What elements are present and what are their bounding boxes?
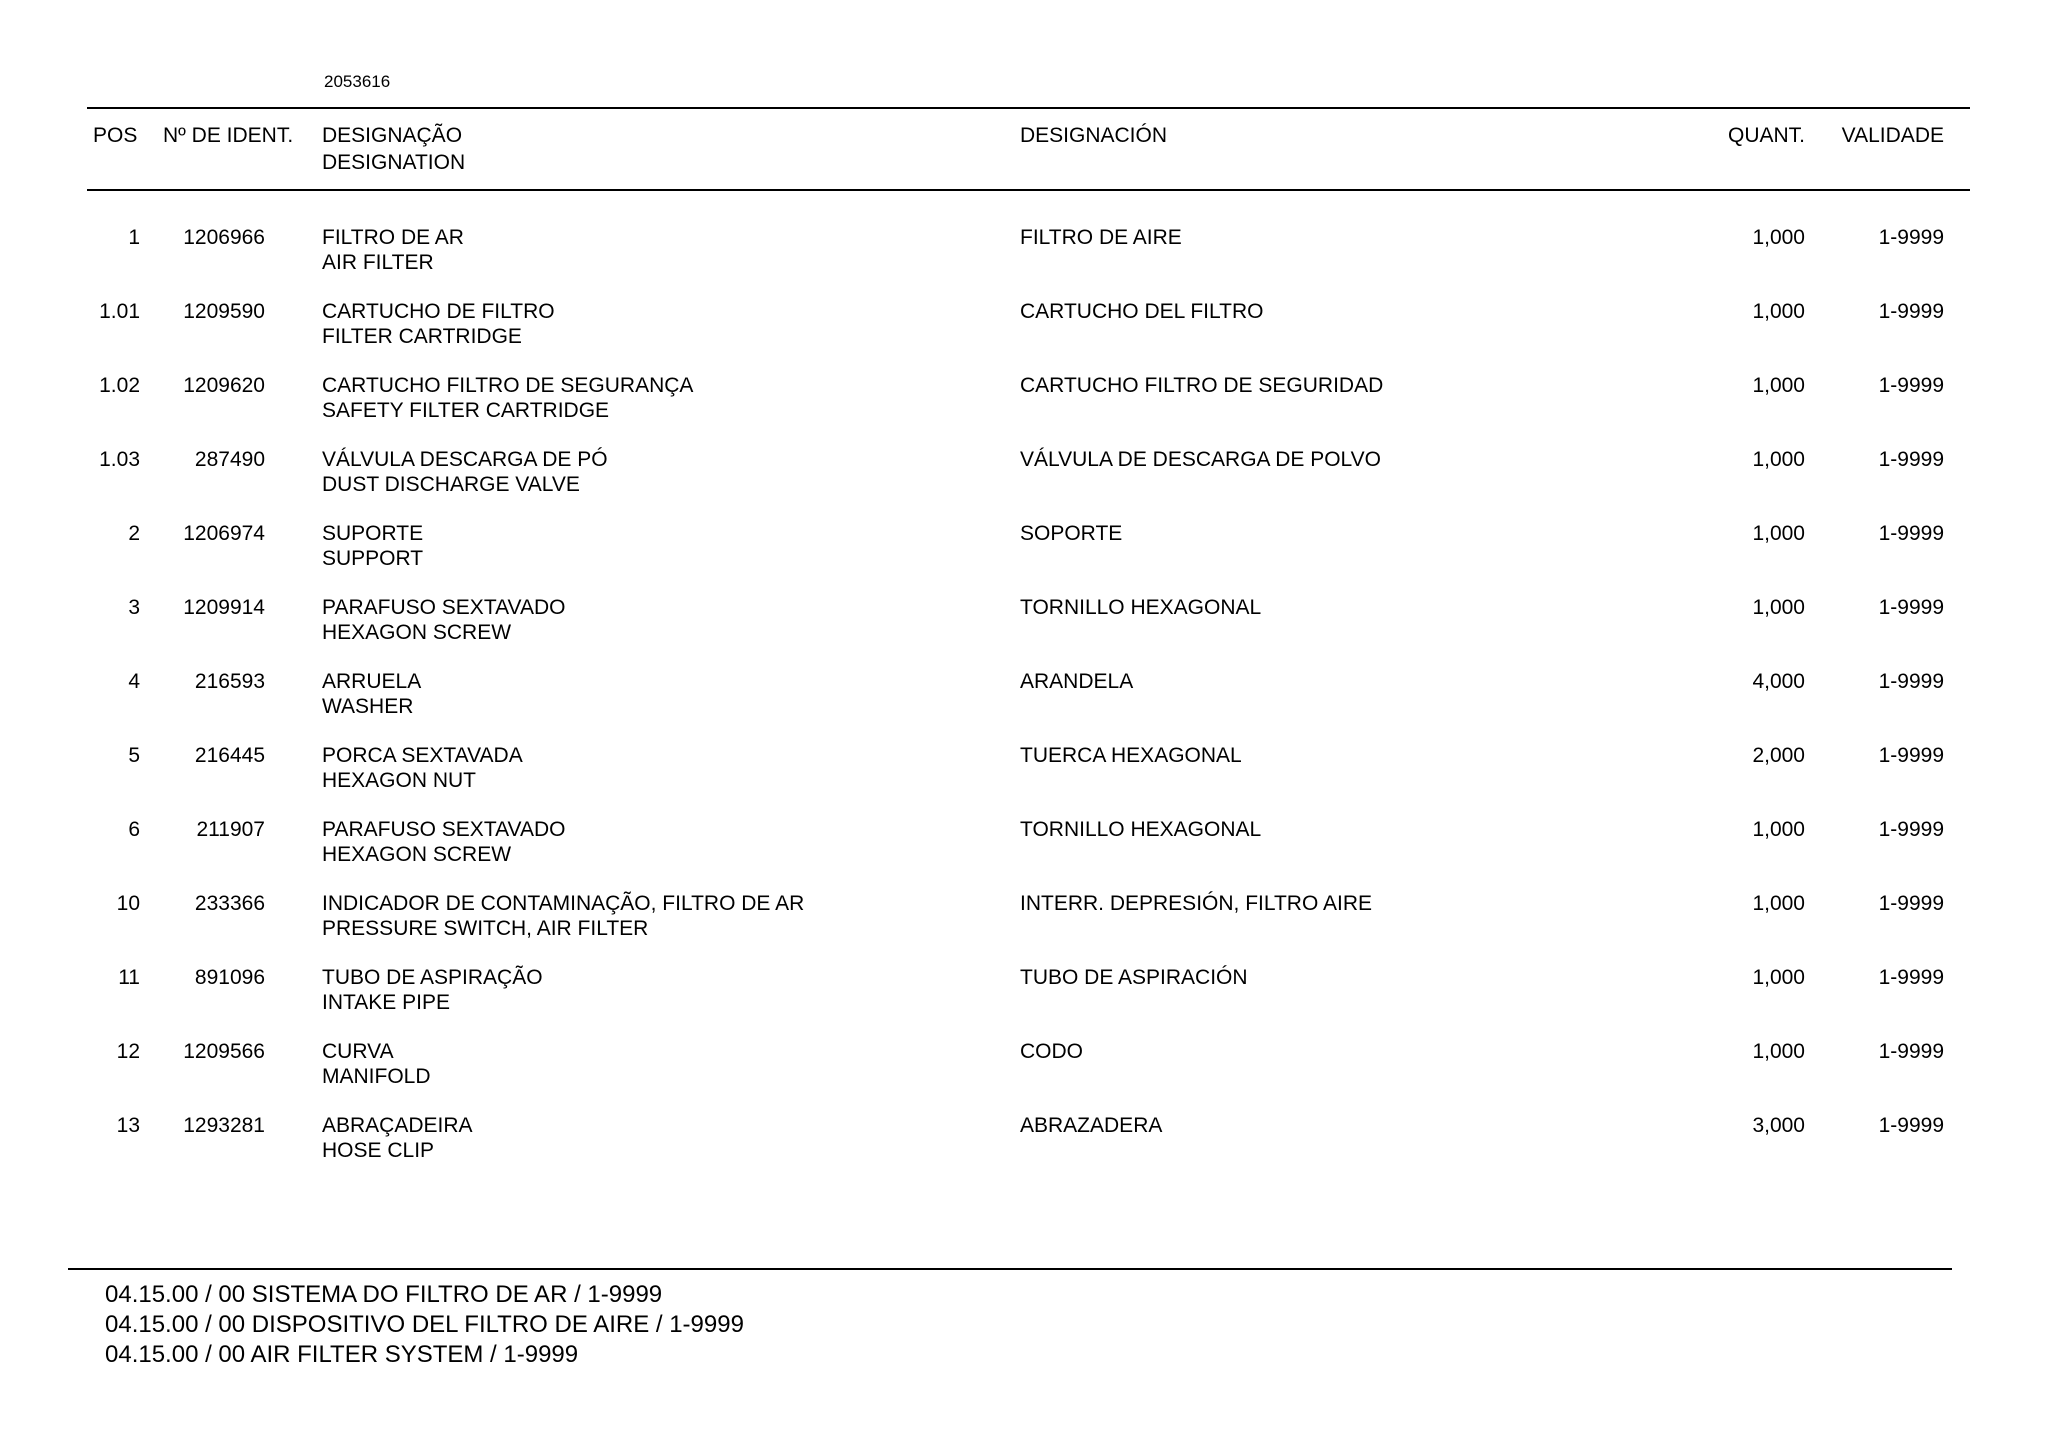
quantity-cell <box>1650 447 1805 472</box>
ident-cell <box>150 1113 265 1138</box>
designation-es-es: INTERR. DEPRESIÓN, FILTRO AIRE <box>1020 892 1372 915</box>
designation-pt-en-en: HOSE CLIP <box>322 1139 435 1162</box>
quantity-cell <box>1650 225 1805 250</box>
footer-rule <box>68 1268 1952 1270</box>
designation-pt-en-pt: ARRUELA <box>322 670 422 693</box>
designation-pt-en-pt: PORCA SEXTAVADA <box>322 744 523 767</box>
designation-pt-en-en: SAFETY FILTER CARTRIDGE <box>322 399 610 422</box>
ident-cell <box>150 669 265 694</box>
quantity-cell <box>1650 373 1805 398</box>
designation-pt-en-pt: CARTUCHO DE FILTRO <box>322 300 555 323</box>
ident-id: 216445 <box>194 744 265 767</box>
ident-cell <box>150 447 265 472</box>
validity-cell <box>1820 1039 1944 1064</box>
designation-es-es: VÁLVULA DE DESCARGA DE POLVO <box>1020 448 1382 471</box>
pos-pos: 5 <box>128 744 140 767</box>
quantity-qty: 2,000 <box>1752 744 1805 767</box>
table-row <box>0 1039 2048 1109</box>
validity-val: 1-9999 <box>1878 1114 1944 1137</box>
designation-pt-en-en: SUPPORT <box>322 547 424 570</box>
pos-cell <box>80 447 140 472</box>
designation-pt-en-pt: CARTUCHO FILTRO DE SEGURANÇA <box>322 374 694 397</box>
header-pos: POS <box>93 124 138 147</box>
designation-pt-en-pt: VÁLVULA DESCARGA DE PÓ <box>322 448 608 471</box>
designation-pt-en-en: AIR FILTER <box>322 251 434 274</box>
quantity-qty: 4,000 <box>1752 670 1805 693</box>
validity-cell <box>1820 595 1944 620</box>
table-row <box>0 743 2048 813</box>
designation-es-cell <box>1020 743 1580 768</box>
designation-es-es: CODO <box>1020 1040 1083 1063</box>
table-row <box>0 1113 2048 1183</box>
validity-val: 1-9999 <box>1878 966 1944 989</box>
designation-pt-en-cell <box>322 669 1002 719</box>
validity-cell <box>1820 965 1944 990</box>
table-row <box>0 965 2048 1035</box>
designation-es-cell <box>1020 891 1580 916</box>
pos-pos: 1.02 <box>99 374 140 397</box>
quantity-qty: 1,000 <box>1752 374 1805 397</box>
quantity-qty: 1,000 <box>1752 966 1805 989</box>
validity-cell <box>1820 299 1944 324</box>
pos-cell <box>80 373 140 398</box>
designation-pt-en-pt: ABRAÇADEIRA <box>322 1114 473 1137</box>
designation-pt-en-en: PRESSURE SWITCH, AIR FILTER <box>322 917 649 940</box>
quantity-cell <box>1650 669 1805 694</box>
designation-pt-en-en: INTAKE PIPE <box>322 991 450 1014</box>
designation-es-cell <box>1020 1039 1580 1064</box>
validity-val: 1-9999 <box>1878 448 1944 471</box>
pos-cell <box>80 743 140 768</box>
designation-pt-en-pt: PARAFUSO SEXTAVADO <box>322 596 566 619</box>
designation-pt-en-pt: INDICADOR DE CONTAMINAÇÃO, FILTRO DE AR <box>322 892 805 915</box>
pos-pos: 4 <box>128 670 140 693</box>
designation-es-cell <box>1020 1113 1580 1138</box>
designation-es-cell <box>1020 965 1580 990</box>
designation-es-cell <box>1020 595 1580 620</box>
designation-pt-en-pt: PARAFUSO SEXTAVADO <box>322 818 566 841</box>
ident-cell <box>150 373 265 398</box>
validity-val: 1-9999 <box>1878 522 1944 545</box>
designation-es-es: TORNILLO HEXAGONAL <box>1020 596 1262 619</box>
designation-pt-en-pt: SUPORTE <box>322 522 424 545</box>
header-designation-es: DESIGNACIÓN <box>1020 124 1168 147</box>
designation-es-es: SOPORTE <box>1020 522 1123 545</box>
table-row <box>0 373 2048 443</box>
footer-line-es: 04.15.00 / 00 DISPOSITIVO DEL FILTRO DE AIRE / 1-9999 <box>105 1311 744 1338</box>
validity-cell <box>1820 817 1944 842</box>
footer <box>105 1280 744 1370</box>
pos-cell <box>80 669 140 694</box>
pos-pos: 10 <box>116 892 140 915</box>
pos-pos: 1.03 <box>99 448 140 471</box>
designation-pt-en-en: FILTER CARTRIDGE <box>322 325 522 348</box>
pos-cell <box>80 965 140 990</box>
designation-pt-en-en: HEXAGON NUT <box>322 769 477 792</box>
designation-pt-en-cell <box>322 1039 1002 1089</box>
ident-cell <box>150 965 265 990</box>
designation-pt-en-cell <box>322 521 1002 571</box>
pos-pos: 1.01 <box>99 300 140 323</box>
ident-cell <box>150 817 265 842</box>
ident-id: 1209914 <box>183 596 265 619</box>
quantity-cell <box>1650 891 1805 916</box>
designation-es-cell <box>1020 521 1580 546</box>
validity-cell <box>1820 225 1944 250</box>
quantity-qty: 1,000 <box>1752 300 1805 323</box>
ident-id: 211907 <box>196 818 265 841</box>
pos-cell <box>80 521 140 546</box>
validity-val: 1-9999 <box>1878 596 1944 619</box>
designation-pt-en-en: MANIFOLD <box>322 1065 431 1088</box>
designation-pt-en-en: DUST DISCHARGE VALVE <box>322 473 580 496</box>
validity-val: 1-9999 <box>1878 892 1944 915</box>
designation-pt-en-en: WASHER <box>322 695 414 718</box>
ident-cell <box>150 595 265 620</box>
validity-val: 1-9999 <box>1878 670 1944 693</box>
quantity-qty: 1,000 <box>1752 818 1805 841</box>
ident-cell <box>150 225 265 250</box>
ident-id: 1209620 <box>183 374 265 397</box>
designation-es-cell <box>1020 373 1580 398</box>
validity-cell <box>1820 373 1944 398</box>
designation-pt-en-cell <box>322 1113 1002 1163</box>
validity-val: 1-9999 <box>1878 374 1944 397</box>
ident-id: 1206974 <box>183 522 265 545</box>
ident-cell <box>150 743 265 768</box>
table-row <box>0 447 2048 517</box>
table-row <box>0 595 2048 665</box>
validity-val: 1-9999 <box>1878 1040 1944 1063</box>
header-ident: Nº DE IDENT. <box>163 124 294 147</box>
designation-es-es: CARTUCHO DEL FILTRO <box>1020 300 1264 323</box>
table-row <box>0 299 2048 369</box>
quantity-qty: 1,000 <box>1752 522 1805 545</box>
ident-cell <box>150 521 265 546</box>
pos-cell <box>80 595 140 620</box>
validity-cell <box>1820 521 1944 546</box>
designation-pt-en-cell <box>322 817 1002 867</box>
validity-val: 1-9999 <box>1878 818 1944 841</box>
designation-pt-en-cell <box>322 965 1002 1015</box>
pos-pos: 1 <box>128 226 140 249</box>
designation-es-cell <box>1020 225 1580 250</box>
document-number: 2053616 <box>324 72 391 91</box>
table-row <box>0 225 2048 295</box>
validity-cell <box>1820 743 1944 768</box>
table-row <box>0 669 2048 739</box>
validity-cell <box>1820 669 1944 694</box>
ident-id: 1209590 <box>183 300 265 323</box>
pos-pos: 6 <box>128 818 140 841</box>
designation-pt-en-cell <box>322 225 1002 275</box>
pos-cell <box>80 299 140 324</box>
table-row <box>0 891 2048 961</box>
designation-pt-en-cell <box>322 595 1002 645</box>
validity-val: 1-9999 <box>1878 226 1944 249</box>
designation-es-cell <box>1020 817 1580 842</box>
pos-pos: 11 <box>118 966 140 989</box>
quantity-cell <box>1650 817 1805 842</box>
quantity-cell <box>1650 299 1805 324</box>
ident-cell <box>150 299 265 324</box>
validity-val: 1-9999 <box>1878 744 1944 767</box>
header-designation-pt: DESIGNAÇÃO <box>322 124 463 147</box>
pos-cell <box>80 1113 140 1138</box>
table-row <box>0 521 2048 591</box>
validity-cell <box>1820 891 1944 916</box>
ident-cell <box>150 891 265 916</box>
pos-cell <box>80 1039 140 1064</box>
designation-pt-en-cell <box>322 373 1002 423</box>
quantity-qty: 3,000 <box>1752 1114 1805 1137</box>
quantity-qty: 1,000 <box>1752 226 1805 249</box>
ident-id: 1209566 <box>183 1040 265 1063</box>
header-designation-en: DESIGNATION <box>322 151 466 174</box>
validity-cell <box>1820 447 1944 472</box>
pos-cell <box>80 891 140 916</box>
designation-es-es: FILTRO DE AIRE <box>1020 226 1182 249</box>
validity-cell <box>1820 1113 1944 1138</box>
quantity-qty: 1,000 <box>1752 448 1805 471</box>
ident-id: 1206966 <box>183 226 265 249</box>
designation-es-cell <box>1020 669 1580 694</box>
designation-pt-en-pt: FILTRO DE AR <box>322 226 464 249</box>
pos-pos: 2 <box>128 522 140 545</box>
header-top-rule <box>87 107 1970 109</box>
header-quantity: QUANT. <box>1727 124 1805 147</box>
quantity-cell <box>1650 521 1805 546</box>
quantity-cell <box>1650 1039 1805 1064</box>
designation-pt-en-cell <box>322 447 1002 497</box>
validity-val: 1-9999 <box>1878 300 1944 323</box>
designation-pt-en-cell <box>322 299 1002 349</box>
quantity-qty: 1,000 <box>1752 892 1805 915</box>
pos-pos: 3 <box>128 596 140 619</box>
designation-es-cell <box>1020 447 1580 472</box>
ident-id: 233366 <box>194 892 265 915</box>
footer-line-en: 04.15.00 / 00 AIR FILTER SYSTEM / 1-9999 <box>105 1341 579 1368</box>
quantity-cell <box>1650 965 1805 990</box>
designation-es-es: ABRAZADERA <box>1020 1114 1163 1137</box>
designation-pt-en-cell <box>322 891 1002 941</box>
table-row <box>0 817 2048 887</box>
designation-pt-en-pt: CURVA <box>322 1040 394 1063</box>
designation-pt-en-en: HEXAGON SCREW <box>322 843 512 866</box>
ident-cell <box>150 1039 265 1064</box>
designation-es-es: TUERCA HEXAGONAL <box>1020 744 1242 767</box>
ident-id: 1293281 <box>183 1114 265 1137</box>
pos-cell <box>80 225 140 250</box>
pos-cell <box>80 817 140 842</box>
header-validity: VALIDADE <box>1841 124 1944 147</box>
designation-pt-en-en: HEXAGON SCREW <box>322 621 512 644</box>
quantity-qty: 1,000 <box>1752 596 1805 619</box>
quantity-cell <box>1650 595 1805 620</box>
pos-pos: 12 <box>116 1040 140 1063</box>
footer-line-pt: 04.15.00 / 00 SISTEMA DO FILTRO DE AR / 1-9999 <box>105 1281 663 1308</box>
designation-es-es: TUBO DE ASPIRACIÓN <box>1020 966 1248 989</box>
designation-es-es: CARTUCHO FILTRO DE SEGURIDAD <box>1020 374 1384 397</box>
header-bottom-rule <box>87 189 1970 191</box>
designation-es-cell <box>1020 299 1580 324</box>
quantity-cell <box>1650 743 1805 768</box>
designation-es-es: TORNILLO HEXAGONAL <box>1020 818 1262 841</box>
designation-pt-en-cell <box>322 743 1002 793</box>
quantity-qty: 1,000 <box>1752 1040 1805 1063</box>
quantity-cell <box>1650 1113 1805 1138</box>
pos-pos: 13 <box>116 1114 140 1137</box>
ident-id: 216593 <box>194 670 265 693</box>
ident-id: 287490 <box>194 448 265 471</box>
designation-es-es: ARANDELA <box>1020 670 1134 693</box>
ident-id: 891096 <box>194 966 265 989</box>
designation-pt-en-pt: TUBO DE ASPIRAÇÃO <box>322 966 543 989</box>
